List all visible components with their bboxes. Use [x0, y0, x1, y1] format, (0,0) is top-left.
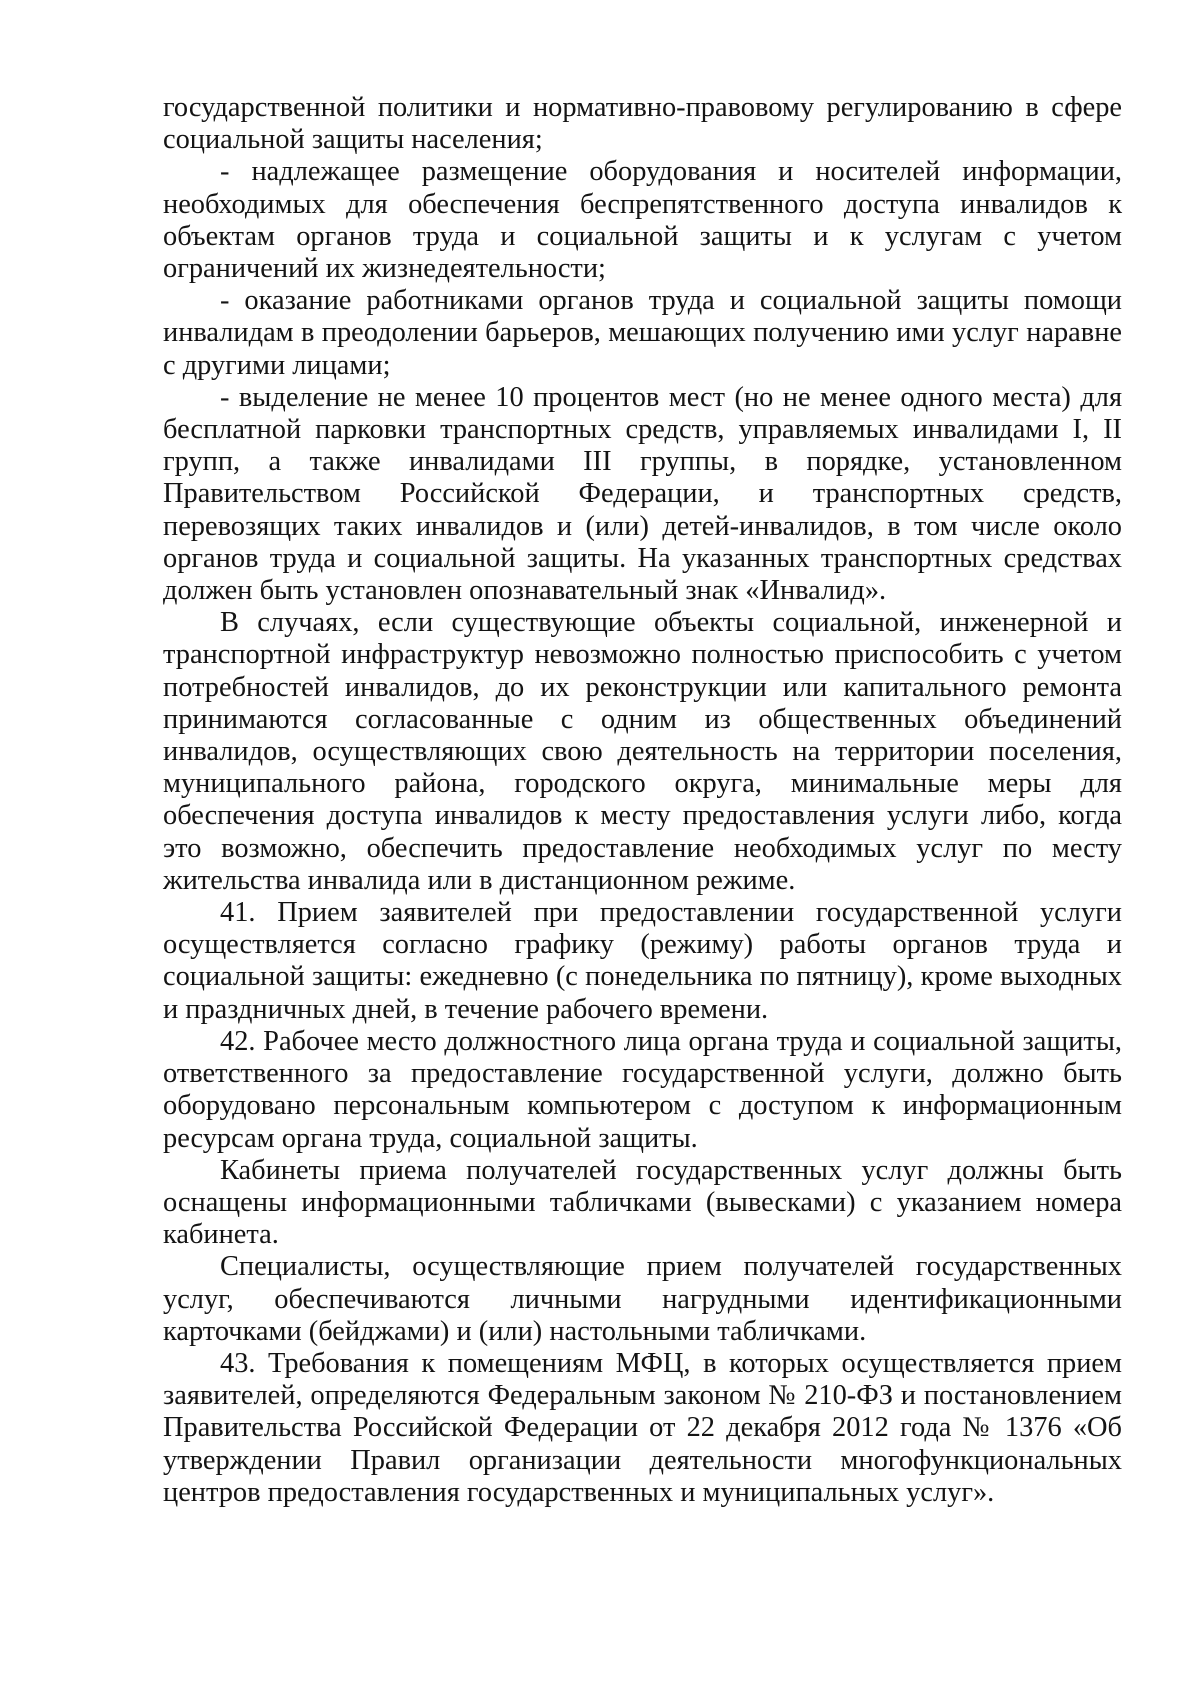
paragraph-bullet-parking: - выделение не менее 10 процентов мест (но не менее одного места) для бесплатной парковки транспортных средств, управляемых инвалидами I, II групп, а также инвалидами III группы, в порядке, установленном Правительством Российской Федерации, и транспортных средств, перевозящих таких инвалидов и (или) детей-инвалидов, в том числе около органов труда и социальной защиты. На указанных транспортных средствах должен быть установлен опознавательный знак «Инвалид». [163, 381, 1122, 607]
document-body [163, 92, 1122, 1509]
paragraph-item-43: 43. Требования к помещениям МФЦ, в которых осуществляется прием заявителей, определяются Федеральным законом № 210-ФЗ и постановлением Правительства Российской Федерации от 22 декабря 2012 года № 1376 «Об утверждении Правил организации деятельности многофункциональных центров предоставления государственных и муниципальных услуг». [163, 1347, 1122, 1508]
paragraph-bullet-equipment: - надлежащее размещение оборудования и носителей информации, необходимых для обеспечения беспрепятственного доступа инвалидов к объектам органов труда и социальной защиты и к услугам с учетом ограничений их жизнедеятельности; [163, 156, 1122, 285]
paragraph-intro-continuation: государственной политики и нормативно-правовому регулированию в сфере социальной защиты населения; [163, 92, 1122, 156]
paragraph-item-42: 42. Рабочее место должностного лица органа труда и социальной защиты, ответственного за предоставление государственной услуги, должно быть оборудовано персональным компьютером с доступом к информационным ресурсам органа труда, социальной защиты. [163, 1025, 1122, 1154]
paragraph-item-41: 41. Прием заявителей при предоставлении государственной услуги осуществляется согласно графику (режиму) работы органов труда и социальной защиты: ежедневно (с понедельника по пятницу), кроме выходных и праздничных дней, в течение рабочего времени. [163, 897, 1122, 1025]
paragraph-cabinets: Кабинеты приема получателей государственных услуг должны быть оснащены информационными табличками (вывесками) с указанием номера кабинета. [163, 1154, 1122, 1251]
paragraph-infrastructure: В случаях, если существующие объекты социальной, инженерной и транспортной инфраструктур невозможно полностью приспособить с учетом потребностей инвалидов, до их реконструкции или капитального ремонта принимаются согласованные с одним из общественных объединений инвалидов, осуществляющих свою деятельность на территории поселения, муниципального района, городского округа, минимальные меры для обеспечения доступа инвалидов к месту предоставления услуги либо, когда это возможно, обеспечить предоставление необходимых услуг по месту жительства инвалида или в дистанционном режиме. [163, 607, 1122, 896]
paragraph-specialists: Специалисты, осуществляющие прием получателей государственных услуг, обеспечиваются личными нагрудными идентификационными карточками (бейджами) и (или) настольными табличками. [163, 1251, 1122, 1347]
paragraph-bullet-assistance: - оказание работниками органов труда и социальной защиты помощи инвалидам в преодолении барьеров, мешающих получению ими услуг наравне с другими лицами; [163, 285, 1122, 381]
